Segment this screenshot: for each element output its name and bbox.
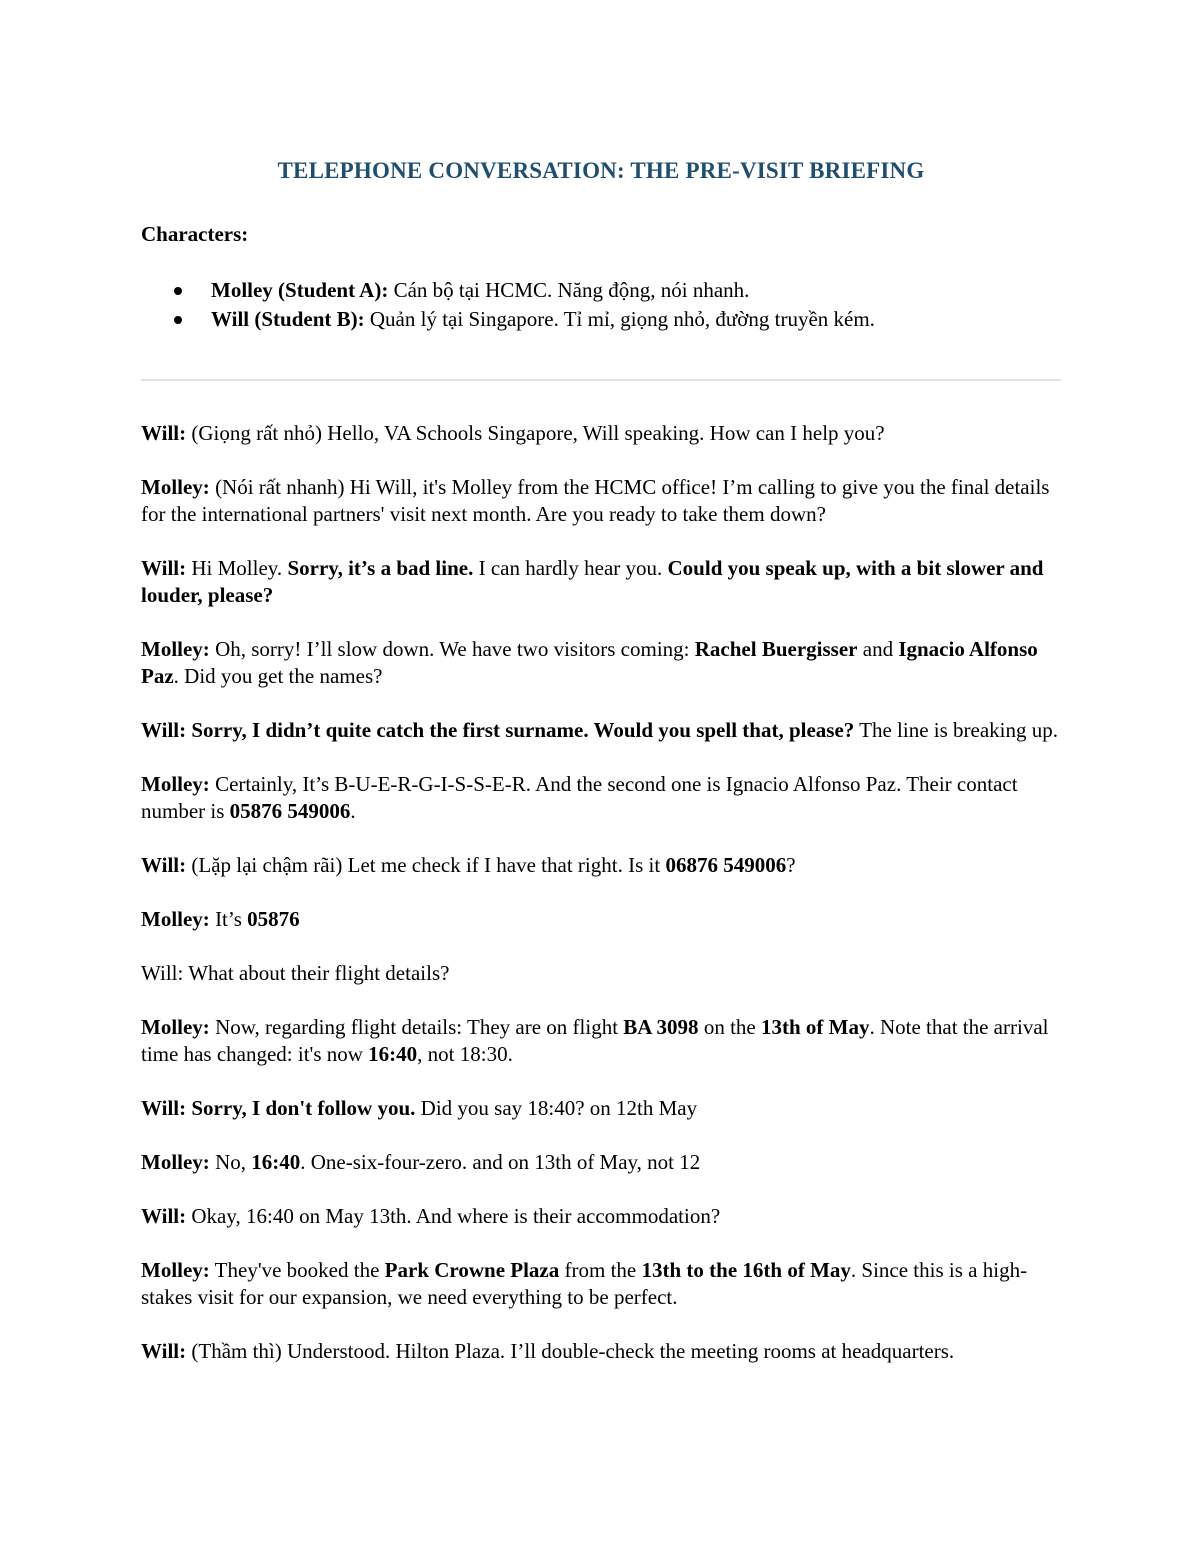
character-name: Molley (Student A): xyxy=(211,278,389,302)
speaker-text: Molley: xyxy=(141,1258,210,1282)
dialogue-text: 16:40 xyxy=(251,1150,301,1174)
dialogue-line xyxy=(141,1149,1061,1176)
dialogue-line xyxy=(141,1203,1061,1230)
dialogue-text: (Lặp lại chậm rãi) Let me check if I have that right. Is it xyxy=(186,853,666,877)
dialogue-text: , not 18:30. xyxy=(417,1042,513,1066)
dialogue-text: They've booked the xyxy=(209,1258,385,1282)
speaker-text: Molley: xyxy=(141,907,210,931)
dialogue-text: The line is breaking up. xyxy=(854,718,1059,742)
dialogue-line xyxy=(141,771,1061,825)
dialogue-line xyxy=(141,1338,1061,1365)
dialogue-text: . One-six-four-zero. and on 13th of May, not 12 xyxy=(300,1150,701,1174)
dialogue-text: Ignacio Alfonso Paz xyxy=(141,637,1038,688)
dialogue-line xyxy=(141,960,1061,987)
dialogue-text: . Note that the arrival time has changed: it's now xyxy=(141,1015,1049,1066)
dialogue-line xyxy=(141,474,1061,528)
dialogue-section xyxy=(141,420,1061,1392)
dialogue-text: 13th of May xyxy=(760,1015,870,1039)
dialogue-text: Oh, sorry! I’ll slow down. We have two visitors coming: xyxy=(209,637,695,661)
dialogue-line xyxy=(141,555,1061,609)
speaker-text: Will: xyxy=(141,1339,187,1363)
speaker-text: Will: xyxy=(141,1204,187,1228)
dialogue-line xyxy=(141,1257,1061,1311)
dialogue-line xyxy=(141,1014,1061,1068)
dialogue-text: Okay, 16:40 on May 13th. And where is their accommodation? xyxy=(186,1204,721,1228)
dialogue-text: Did you say 18:40? on 12th May xyxy=(415,1096,698,1120)
dialogue-text: Sorry, it’s a bad line. xyxy=(287,556,474,580)
dialogue-text: BA 3098 xyxy=(623,1015,699,1039)
speaker-text: Will: xyxy=(141,1096,187,1120)
dialogue-text: 05876 xyxy=(247,907,300,931)
character-description: Cán bộ tại HCMC. Năng động, nói nhanh. xyxy=(388,278,750,302)
dialogue-text: . Did you get the names? xyxy=(173,664,383,688)
speaker-text: Will: xyxy=(141,421,187,445)
dialogue-line xyxy=(141,852,1061,879)
dialogue-text: 13th to the 16th of May xyxy=(641,1258,851,1282)
bullet-icon xyxy=(174,287,182,295)
dialogue-text: Now, regarding flight details: They are on flight xyxy=(209,1015,624,1039)
dialogue-text: . xyxy=(350,799,356,823)
characters-heading: Characters: xyxy=(141,222,249,246)
dialogue-text: Hi Molley. xyxy=(186,556,288,580)
speaker-text: Will: xyxy=(141,556,187,580)
dialogue-text: (Nói rất nhanh) Hi Will, it's Molley from the HCMC office! I’m calling to give you the final details for the international partners' visit next month. Are you ready to take them down? xyxy=(141,475,1050,526)
dialogue-line xyxy=(141,717,1061,744)
dialogue-text: 16:40 xyxy=(368,1042,418,1066)
speaker-text: Molley: xyxy=(141,475,210,499)
speaker-text: Molley: xyxy=(141,1150,210,1174)
dialogue-text: . Since this is a high-stakes visit for our expansion, we need everything to be perfect. xyxy=(141,1258,1028,1309)
character-description: Quản lý tại Singapore. Tỉ mỉ, giọng nhỏ, đường truyền kém. xyxy=(364,307,875,331)
speaker-text: Will: xyxy=(141,853,187,877)
dialogue-text: (Thầm thì) Understood. Hilton Plaza. I’ll double-check the meeting rooms at headquarters. xyxy=(186,1339,955,1363)
speaker-text: Will: xyxy=(141,718,187,742)
dialogue-text: Sorry, I didn’t quite catch the first surname. Would you spell that, please? xyxy=(191,718,855,742)
dialogue-line xyxy=(141,420,1061,447)
dialogue-text: from the xyxy=(559,1258,642,1282)
character-item xyxy=(141,276,875,305)
dialogue-text: No, xyxy=(209,1150,252,1174)
dialogue-text: ? xyxy=(786,853,796,877)
speaker-text: Molley: xyxy=(141,637,210,661)
dialogue-text: 05876 549006 xyxy=(229,799,351,823)
dialogue-text: Could you speak up, with a bit slower and louder, please? xyxy=(141,556,1044,607)
dialogue-text: on the xyxy=(698,1015,761,1039)
dialogue-text: Certainly, It’s B-U-E-R-G-I-S-S-E-R. And the second one is Ignacio Alfonso Paz. Their contact number is xyxy=(141,772,1018,823)
characters-list xyxy=(141,276,875,334)
dialogue-line xyxy=(141,906,1061,933)
speaker-text: Molley: xyxy=(141,772,210,796)
dialogue-text: Rachel Buergisser xyxy=(694,637,858,661)
character-item xyxy=(141,305,875,334)
dialogue-line xyxy=(141,1095,1061,1122)
bullet-icon xyxy=(174,316,182,324)
dialogue-text: It’s xyxy=(209,907,248,931)
character-name: Will (Student B): xyxy=(211,307,365,331)
speaker-text: Molley: xyxy=(141,1015,210,1039)
dialogue-text: Sorry, I don't follow you. xyxy=(191,1096,416,1120)
dialogue-text: Park Crowne Plaza xyxy=(384,1258,560,1282)
dialogue-text: 06876 549006 xyxy=(665,853,787,877)
document-title: TELEPHONE CONVERSATION: THE PRE-VISIT BRIEFING xyxy=(277,158,925,183)
dialogue-text: I can hardly hear you. xyxy=(473,556,668,580)
dialogue-text: and xyxy=(857,637,899,661)
section-divider xyxy=(141,379,1061,381)
dialogue-text: (Giọng rất nhỏ) Hello, VA Schools Singapore, Will speaking. How can I help you? xyxy=(186,421,885,445)
speaker-text: Will: What about their flight details? xyxy=(141,961,450,985)
dialogue-line xyxy=(141,636,1061,690)
